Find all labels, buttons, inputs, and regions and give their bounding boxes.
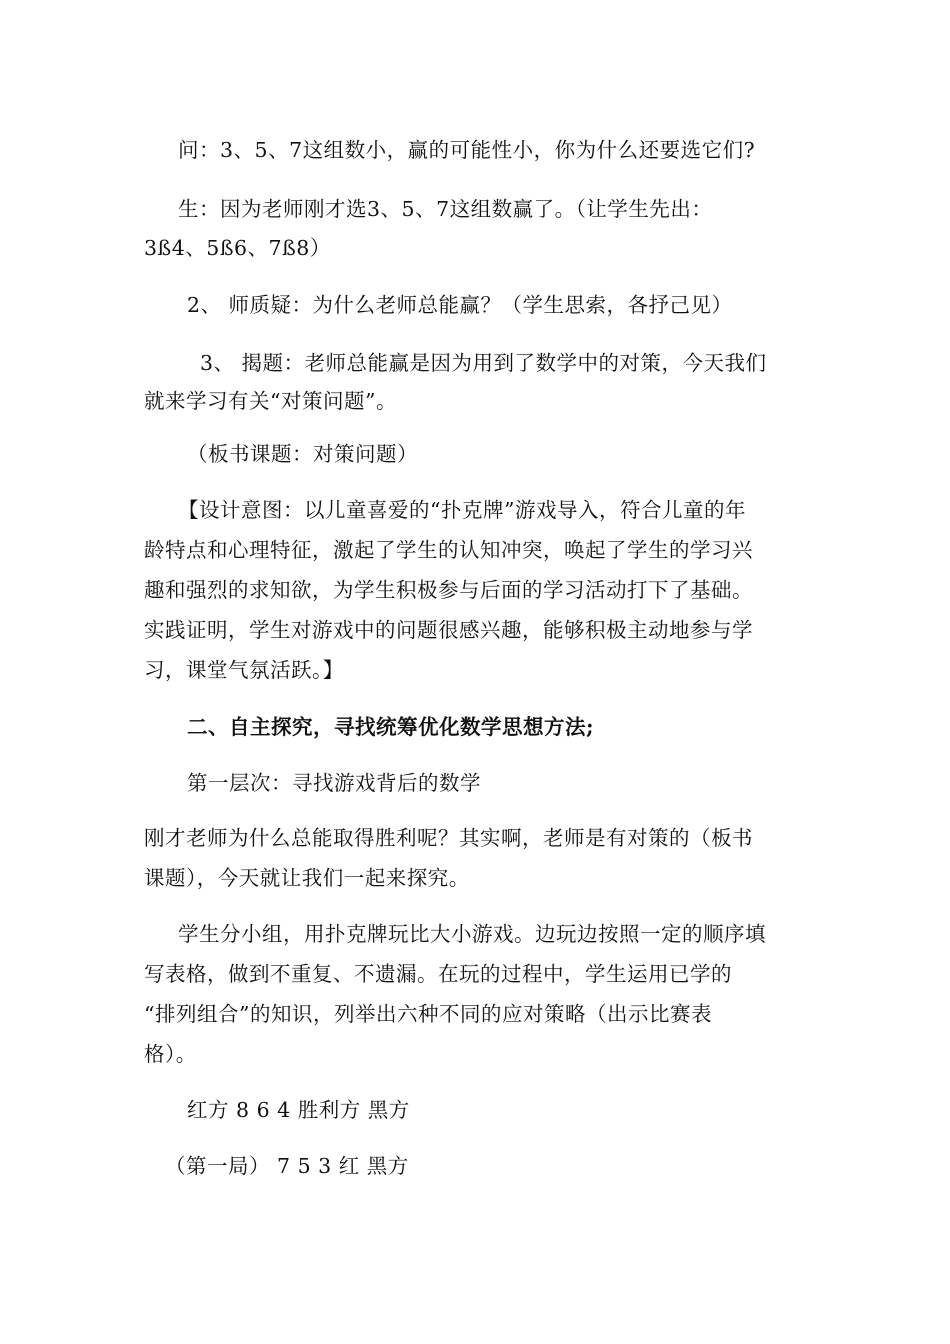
design-intent-line-5: 习，课堂气氛活跃。】 — [144, 658, 344, 682]
paragraph-line-4: 写表格，做到不重复、不遗漏。在玩的过程中，学生运用已学的 — [144, 962, 732, 986]
design-intent-line-3: 趣和强烈的求知欲，为学生积极参与后面的学习活动打下了基础。 — [144, 578, 753, 602]
board-title-note: （板书课题：对策问题） — [187, 442, 418, 466]
reveal-topic-continuation: 就来学习有关“对策问题”。 — [144, 389, 397, 413]
student-answer-continuation: 3ß4、5ß6、7ß8） — [144, 236, 331, 260]
design-intent-line-1: 【设计意图：以儿童喜爱的“扑克牌”游戏导入，符合儿童的年 — [178, 498, 746, 522]
paragraph-line-1: 刚才老师为什么总能取得胜利呢？其实啊，老师是有对策的（板书 — [144, 826, 753, 850]
section-heading: 二、自主探究，寻找统筹优化数学思想方法; — [187, 715, 595, 739]
paragraph-line-3: 学生分小组，用扑克牌玩比大小游戏。边玩边按照一定的顺序填 — [178, 922, 766, 946]
question-line: 问：3、5、7这组数小，赢的可能性小，你为什么还要选它们? — [178, 138, 756, 162]
paragraph-line-5: “排列组合”的知识，列举出六种不同的应对策略（出示比赛表 — [144, 1002, 712, 1026]
subsection-heading: 第一层次：寻找游戏背后的数学 — [187, 771, 481, 795]
teacher-question-item: 2、 师质疑：为什么老师总能赢？（学生思索，各抒己见） — [187, 293, 733, 317]
table-row-first-round: （第一局） 7 5 3 红 黑方 — [165, 1154, 409, 1178]
paragraph-line-6: 格）。 — [144, 1042, 197, 1066]
design-intent-line-4: 实践证明，学生对游戏中的问题很感兴趣，能够积极主动地参与学 — [144, 618, 753, 642]
student-answer-line: 生：因为老师刚才选3、5、7这组数赢了。（让学生先出： — [178, 197, 713, 221]
paragraph-line-2: 课题），今天就让我们一起来探究。 — [144, 866, 470, 890]
table-row-header: 红方 8 6 4 胜利方 黑方 — [187, 1098, 410, 1122]
design-intent-line-2: 龄特点和心理特征，激起了学生的认知冲突，唤起了学生的学习兴 — [144, 538, 753, 562]
reveal-topic-item: 3、 揭题：老师总能赢是因为用到了数学中的对策，今天我们 — [200, 351, 767, 375]
